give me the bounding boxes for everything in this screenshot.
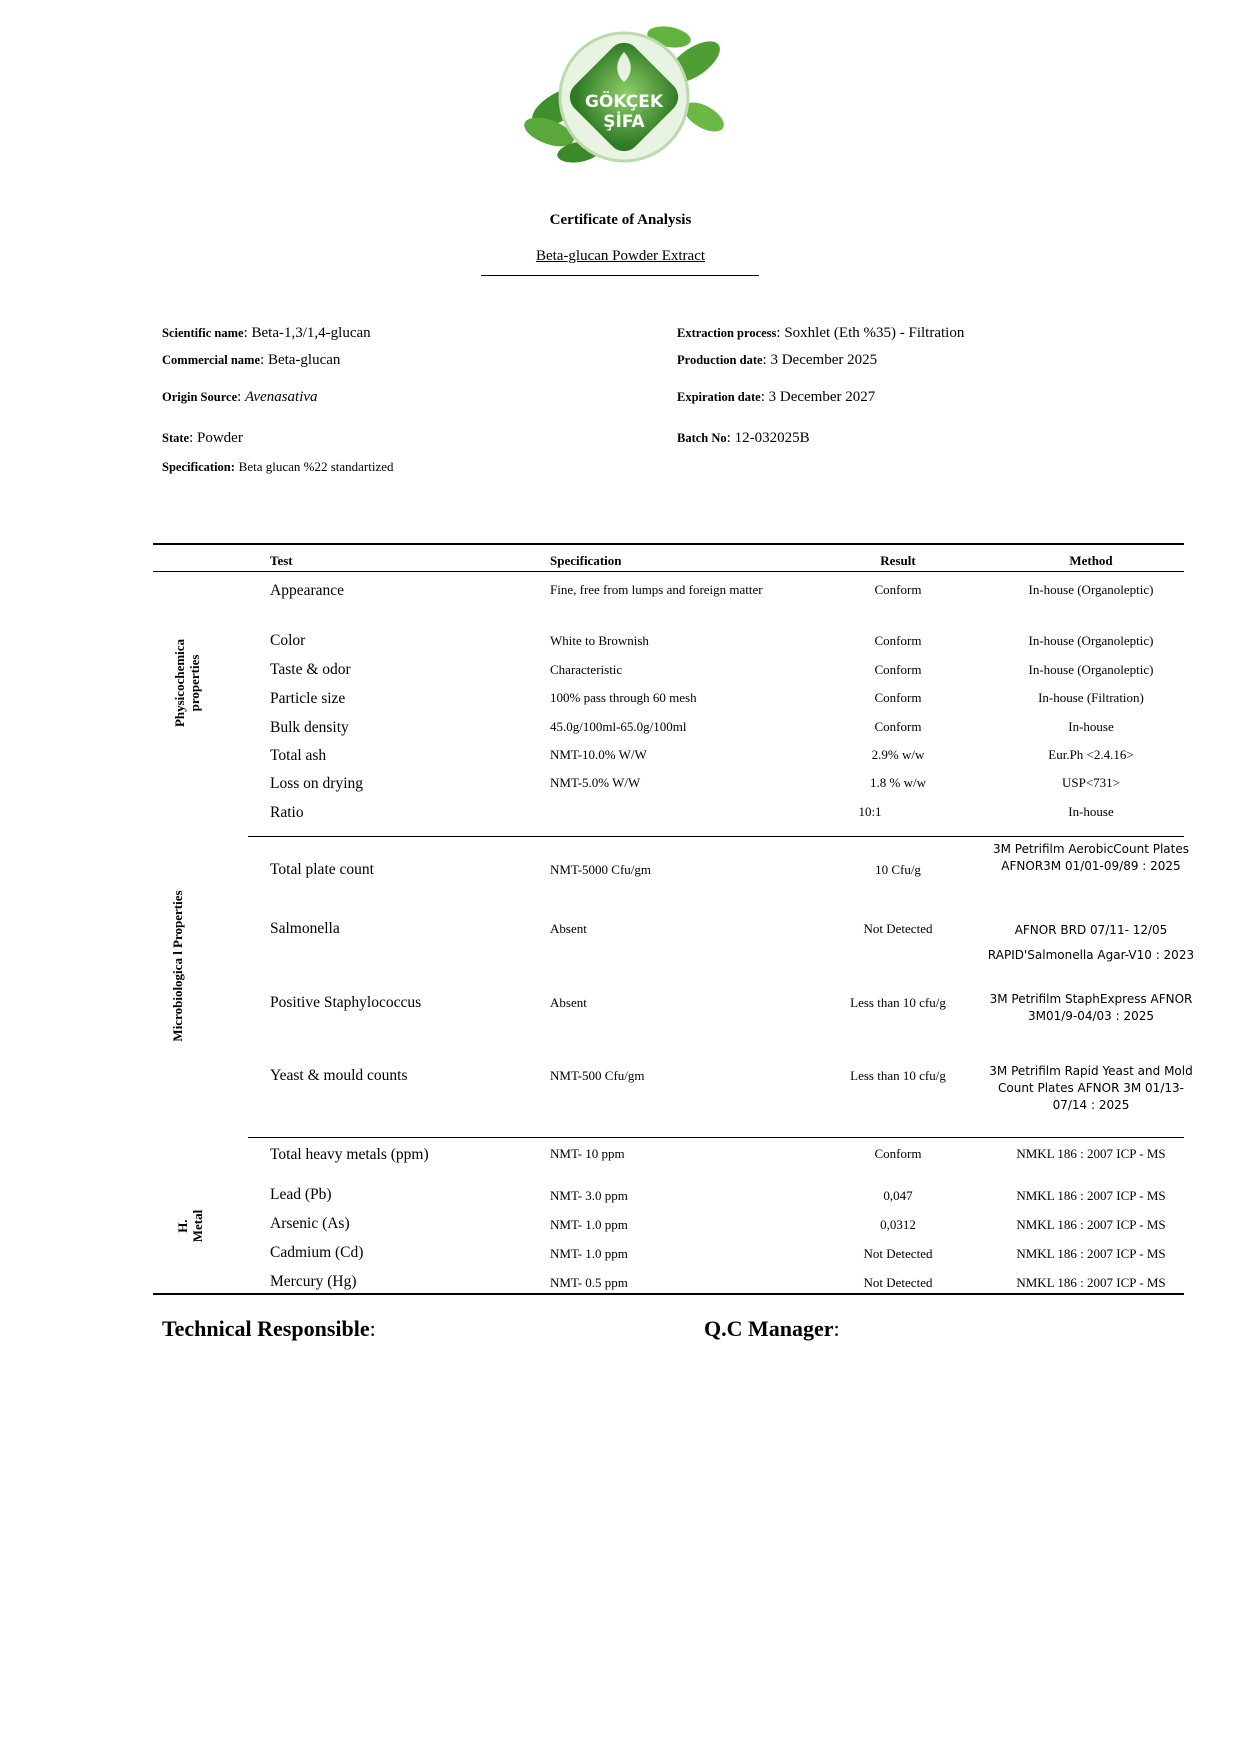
result-value: Not Detected: [863, 1246, 933, 1261]
table-header-rule: [153, 571, 1184, 572]
info-batch-no: Batch No: 12-032025B: [677, 430, 810, 446]
info-value: Powder: [197, 430, 243, 446]
technical-responsible-label: [162, 1316, 376, 1342]
method-value: 3M Petrifilm AerobicCount Plates AFNOR3M 01/01-09/89 : 2025: [992, 842, 1190, 873]
spec-value: NMT- 1.0 ppm: [550, 1246, 628, 1261]
info-production-date: Production date: 3 December 2025: [677, 352, 878, 368]
info-label: Expiration date: [677, 390, 761, 404]
info-label: Batch No: [677, 431, 727, 445]
spec-value: NMT-5000 Cfu/gm: [550, 862, 651, 877]
result-value: Not Detected: [863, 1275, 933, 1290]
group-label-line2: properties: [187, 654, 202, 712]
method-value: NMKL 186 : 2007 ICP - MS: [1016, 1275, 1166, 1290]
group-microbiological: [170, 881, 186, 1051]
result-value: Not Detected: [863, 921, 933, 936]
title-divider: [481, 275, 759, 276]
group-label-line1: Physicochemica: [172, 638, 187, 728]
spec-value: NMT-5.0% W/W: [550, 775, 641, 790]
test-name: Mercury (Hg): [270, 1273, 357, 1290]
test-name: Loss on drying: [270, 775, 363, 792]
test-name: Arsenic (As): [270, 1215, 350, 1232]
method-value: USP<731>: [1061, 775, 1120, 790]
method-value-secondary: 3M Petrifilm StaphExpress AFNOR 3M01/9-04/03 : 2025: [989, 992, 1193, 1023]
header-test: Test: [270, 553, 293, 568]
logo-text-line1: GÖKÇEK: [584, 92, 664, 112]
test-name: Color: [270, 632, 306, 649]
result-value: Conform: [874, 633, 922, 648]
result-value: 10:1: [858, 804, 882, 819]
method-value: NMKL 186 : 2007 ICP - MS: [1016, 1217, 1166, 1232]
method-value: AFNOR BRD 07/11- 12/05: [1014, 923, 1168, 937]
test-name: Total plate count: [270, 861, 374, 878]
spec-value: 100% pass through 60 mesh: [550, 690, 697, 705]
footer-label: Technical Responsible: [162, 1316, 370, 1341]
method-value: In-house (Organoleptic): [1028, 633, 1154, 648]
info-label: Commercial name: [162, 353, 261, 367]
group-label-line1: H.: [175, 1219, 190, 1233]
test-name: Cadmium (Cd): [270, 1244, 364, 1261]
info-origin-source: Origin Source: Avenasativa: [162, 389, 318, 405]
spec-value: NMT- 10 ppm: [550, 1146, 625, 1161]
group-heavy-metal: [175, 1196, 207, 1256]
spec-value: NMT-10.0% W/W: [550, 747, 647, 762]
info-value: Avenasativa: [245, 389, 318, 405]
result-value: 10 Cfu/g: [875, 862, 921, 877]
result-value: Conform: [874, 582, 922, 597]
section-divider-micro: [248, 836, 1184, 837]
result-value: Less than 10 cfu/g: [850, 995, 946, 1010]
info-label: Extraction process: [677, 326, 777, 340]
footer-colon: :: [833, 1316, 840, 1341]
method-value: RAPID'Salmonella Agar-V10 : 2023: [987, 948, 1195, 962]
spec-value: Absent: [550, 995, 587, 1010]
test-name: Particle size: [270, 690, 346, 707]
spec-value: NMT- 0.5 ppm: [550, 1275, 628, 1290]
info-state: State: Powder: [162, 430, 243, 446]
leaf-logo-icon: [519, 22, 729, 167]
section-divider-metal: [248, 1137, 1184, 1138]
test-name: Total ash: [270, 747, 327, 764]
test-name: Salmonella: [270, 920, 340, 937]
info-label: Origin Source: [162, 390, 238, 404]
info-label: Specification:: [162, 460, 235, 474]
info-value: 3 December 2025: [770, 352, 878, 368]
info-specification: [162, 459, 394, 476]
method-value: In-house: [1068, 804, 1114, 819]
spec-value: NMT- 3.0 ppm: [550, 1188, 628, 1203]
test-name: Taste & odor: [270, 661, 351, 678]
info-label: Scientific name: [162, 326, 244, 340]
method-value: In-house (Organoleptic): [1028, 582, 1154, 597]
footer-label: Q.C Manager: [704, 1316, 834, 1341]
result-value: Conform: [874, 719, 922, 734]
method-value: In-house (Filtration): [1038, 690, 1144, 705]
table-top-rule: [153, 543, 1184, 545]
document-title: Certificate of Analysis: [549, 212, 692, 228]
company-logo: [519, 22, 729, 167]
result-value: 2.9% w/w: [871, 747, 925, 762]
method-value: NMKL 186 : 2007 ICP - MS: [1016, 1188, 1166, 1203]
header-specification: Specification: [550, 553, 622, 568]
result-value: 0,0312: [880, 1217, 916, 1232]
test-name: Ratio: [270, 804, 304, 821]
footer-colon: :: [369, 1316, 376, 1341]
method-value: NMKL 186 : 2007 ICP - MS: [1016, 1146, 1166, 1161]
info-value: Beta-glucan: [267, 352, 341, 368]
group-label: Microbiologica l Properties: [170, 890, 185, 1042]
info-value: Beta glucan %22 standartized: [238, 459, 394, 474]
test-name: Yeast & mould counts: [270, 1067, 408, 1084]
document-subtitle: Beta-glucan Powder Extract: [535, 248, 706, 264]
group-physicochemical: [172, 613, 204, 753]
method-value: In-house: [1068, 719, 1114, 734]
info-value: Beta-1,3/1,4-glucan: [251, 325, 371, 341]
info-value: 12-032025B: [734, 430, 810, 446]
test-name: Lead (Pb): [270, 1186, 332, 1203]
test-name: Positive Staphylococcus: [270, 994, 422, 1011]
info-scientific-name: Scientific name: Beta-1,3/1,4-glucan: [162, 325, 371, 341]
info-label: State: [162, 431, 190, 445]
spec-value: Characteristic: [550, 662, 623, 677]
header-method: Method: [1069, 553, 1113, 568]
info-label: Production date: [677, 353, 763, 367]
test-name: Total heavy metals (ppm): [270, 1146, 429, 1163]
group-label-line2: Metal: [190, 1209, 205, 1243]
spec-value: Fine, free from lumps and foreign matter: [550, 582, 763, 597]
test-name: Bulk density: [270, 719, 349, 736]
method-value: NMKL 186 : 2007 ICP - MS: [1016, 1246, 1166, 1261]
spec-value: White to Brownish: [550, 633, 649, 648]
info-value: 3 December 2027: [768, 389, 876, 405]
qc-manager-label: [704, 1316, 840, 1342]
method-value: Eur.Ph <2.4.16>: [1048, 747, 1134, 762]
info-commercial-name: Commercial name: Beta-glucan: [162, 352, 341, 368]
result-value: Less than 10 cfu/g: [850, 1068, 946, 1083]
result-value: 0,047: [883, 1188, 913, 1203]
spec-value: NMT-500 Cfu/gm: [550, 1068, 645, 1083]
spec-value: Absent: [550, 921, 587, 936]
spec-value: NMT- 1.0 ppm: [550, 1217, 628, 1232]
header-result: Result: [880, 553, 916, 568]
info-value: Soxhlet (Eth %35) - Filtration: [784, 325, 965, 341]
result-value: Conform: [874, 690, 922, 705]
spec-value: 45.0g/100ml-65.0g/100ml: [550, 719, 687, 734]
method-value: 3M Petrifilm Rapid Yeast and Mold Count Plates AFNOR 3M 01/13-07/14 : 2025: [989, 1064, 1193, 1112]
result-value: Conform: [874, 662, 922, 677]
result-value: Conform: [874, 1146, 922, 1161]
method-value: In-house (Organoleptic): [1028, 662, 1154, 677]
test-name: Appearance: [270, 582, 345, 599]
info-extraction-process: Extraction process: Soxhlet (Eth %35) - Filtration: [677, 325, 965, 341]
logo-text-line2: ŞİFA: [603, 112, 645, 132]
result-value: 1.8 % w/w: [870, 775, 926, 790]
info-expiration-date: Expiration date: 3 December 2027: [677, 389, 876, 405]
table-bottom-rule: [153, 1293, 1184, 1295]
